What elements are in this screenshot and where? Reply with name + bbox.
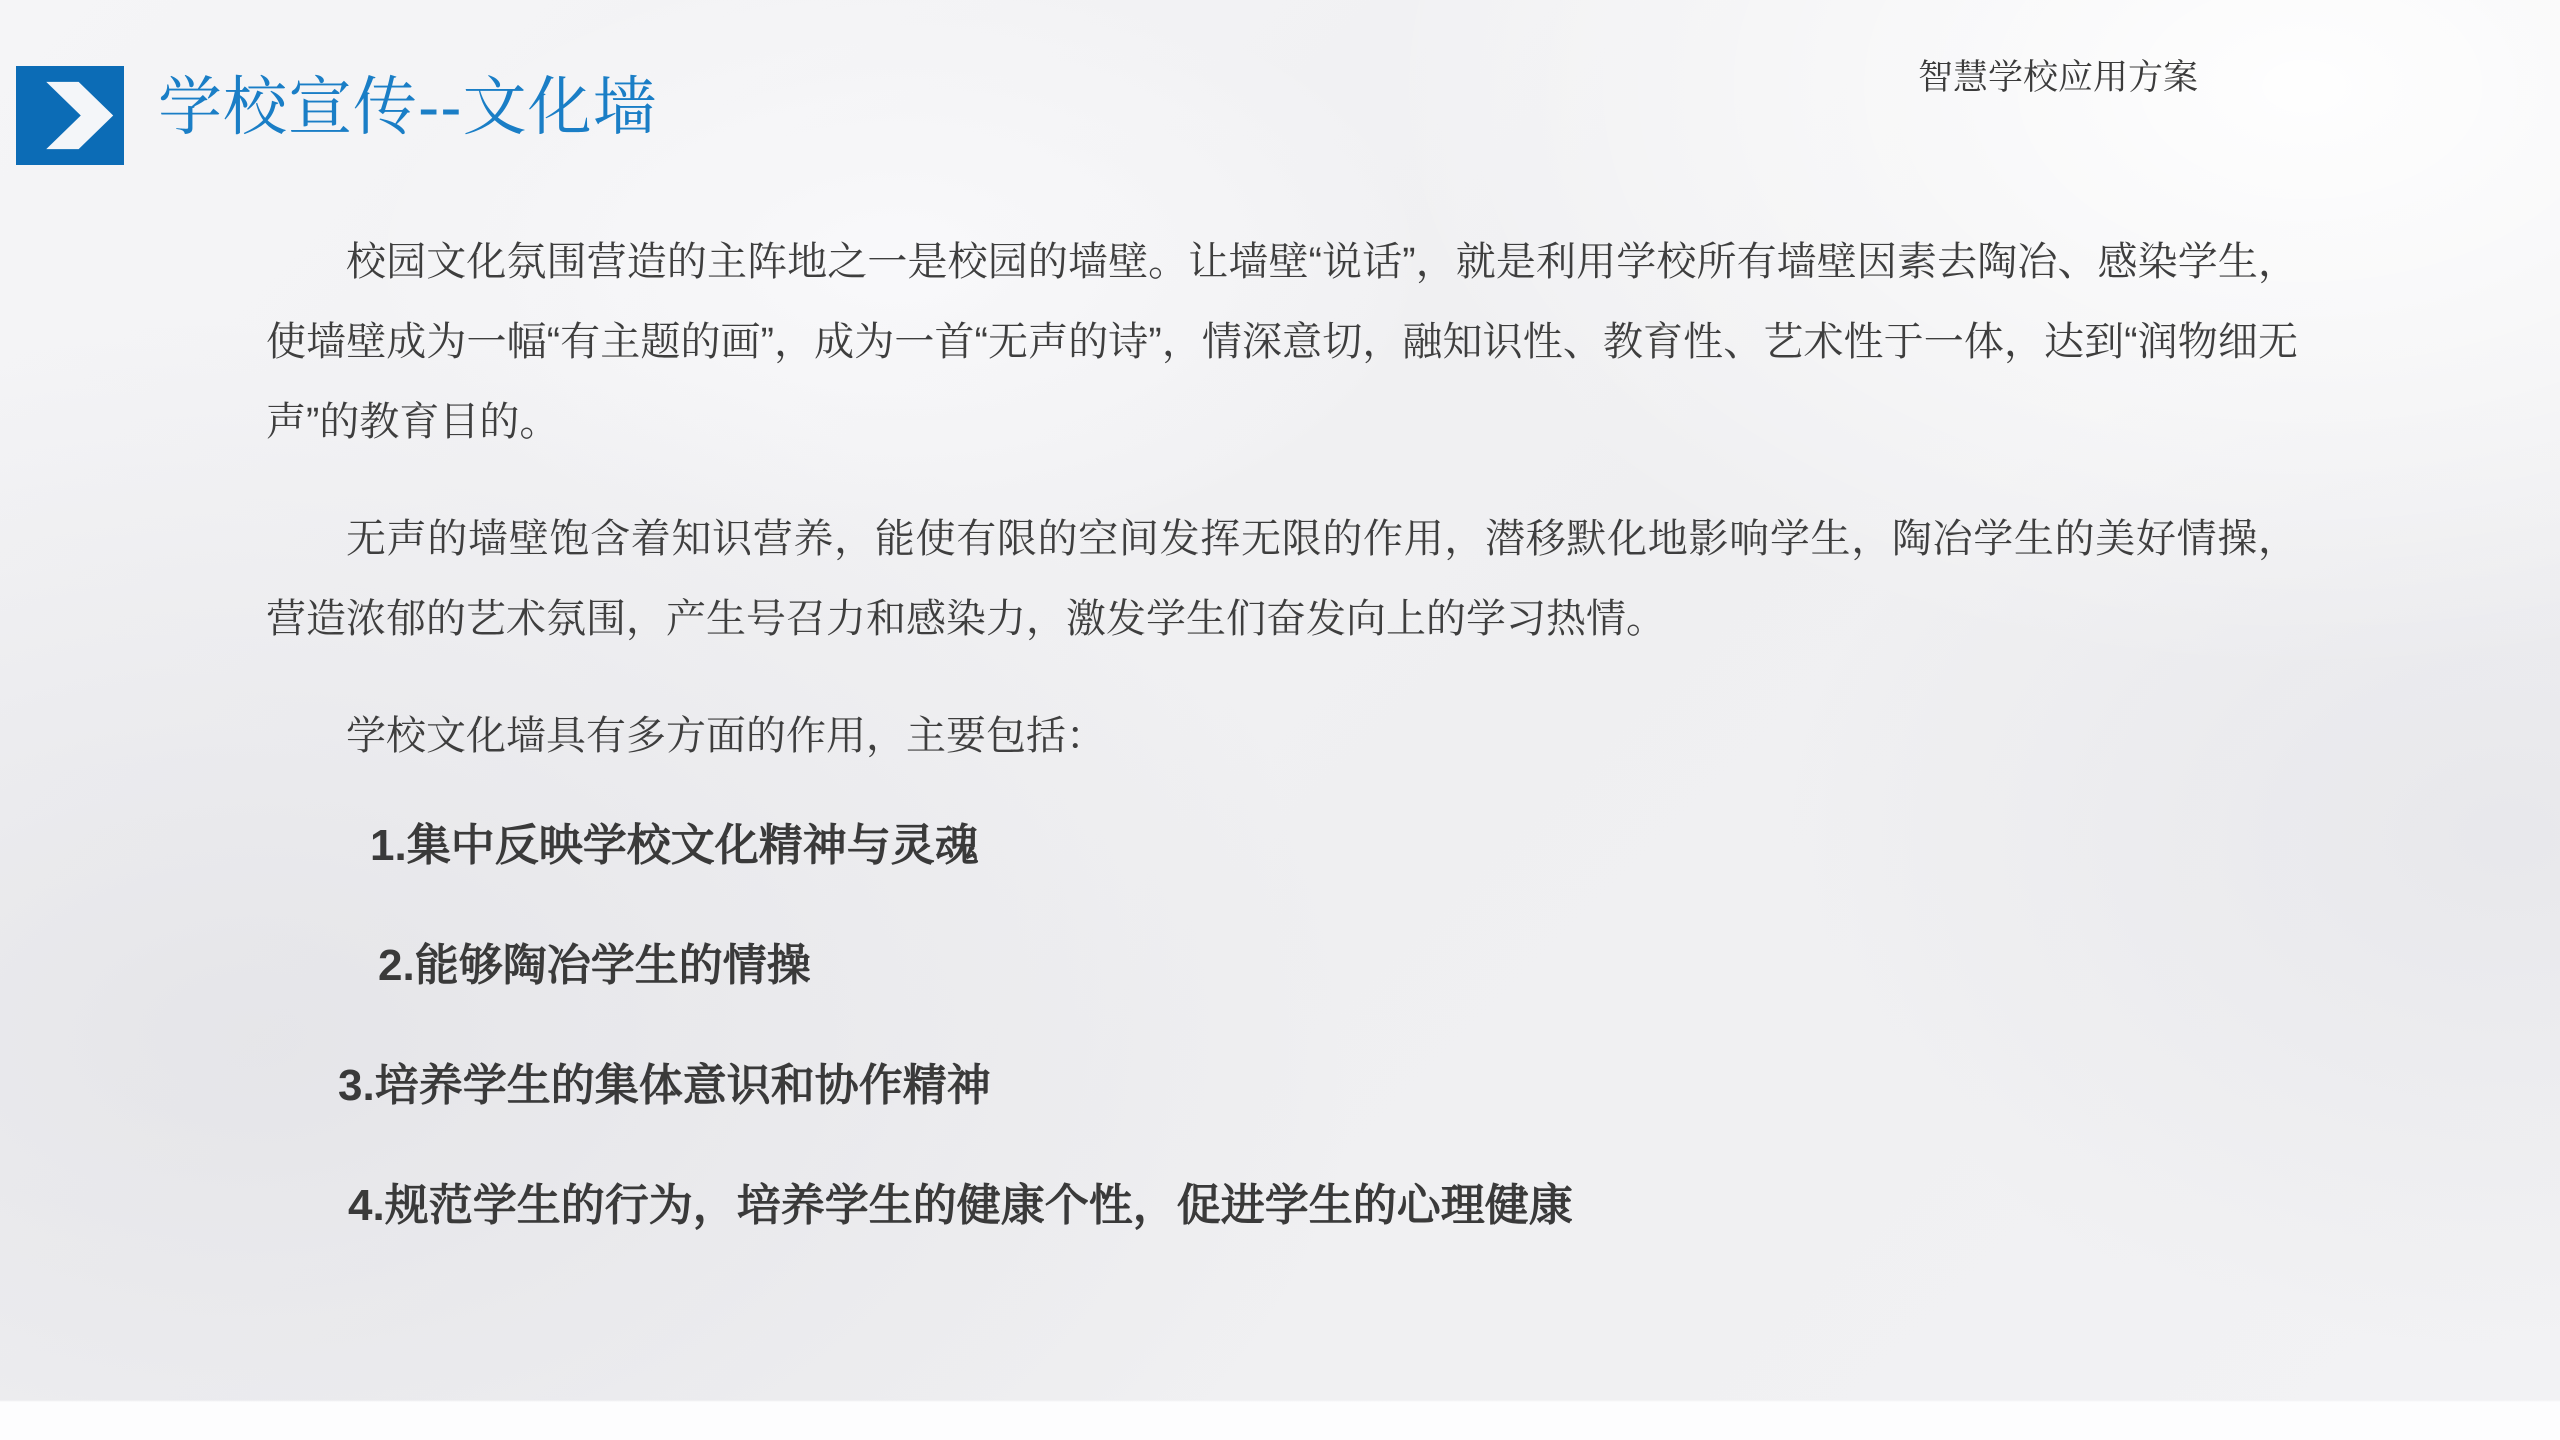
list-item-1: 1.集中反映学校文化精神与灵魂	[370, 821, 979, 870]
paragraph-3: 学校文化墙具有多方面的作用，主要包括：	[346, 714, 1106, 758]
chevron-right-icon	[16, 66, 124, 165]
list-item-2: 2.能够陶冶学生的情操	[378, 941, 811, 990]
slide-header-caption: 智慧学校应用方案	[1918, 58, 2199, 97]
paragraph-1: 校园文化氛围营造的主阵地之一是校园的墙壁。让墙壁“说话”，就是利用学校所有墙壁因素去陶冶、感染学生，使墙壁成为一幅“有主题的画”，成为一首“无声的诗”，情深意切，融知识性、教育性、艺术性于一体，达到“润物细无声”的教育目的。	[266, 240, 2298, 444]
list-item-3: 3.培养学生的集体意识和协作精神	[338, 1061, 991, 1110]
list-item-4: 4.规范学生的行为，培养学生的健康个性，促进学生的心理健康	[348, 1181, 1573, 1230]
paragraph-2: 无声的墙壁饱含着知识营养，能使有限的空间发挥无限的作用，潜移默化地影响学生，陶冶学生的美好情操，营造浓郁的艺术氛围，产生号召力和感染力，激发学生们奋发向上的学习热情。	[266, 517, 2298, 641]
body-text-block	[266, 222, 2298, 813]
feature-list	[266, 818, 2366, 1298]
page-title: 学校宣传--文化墙	[158, 71, 658, 143]
